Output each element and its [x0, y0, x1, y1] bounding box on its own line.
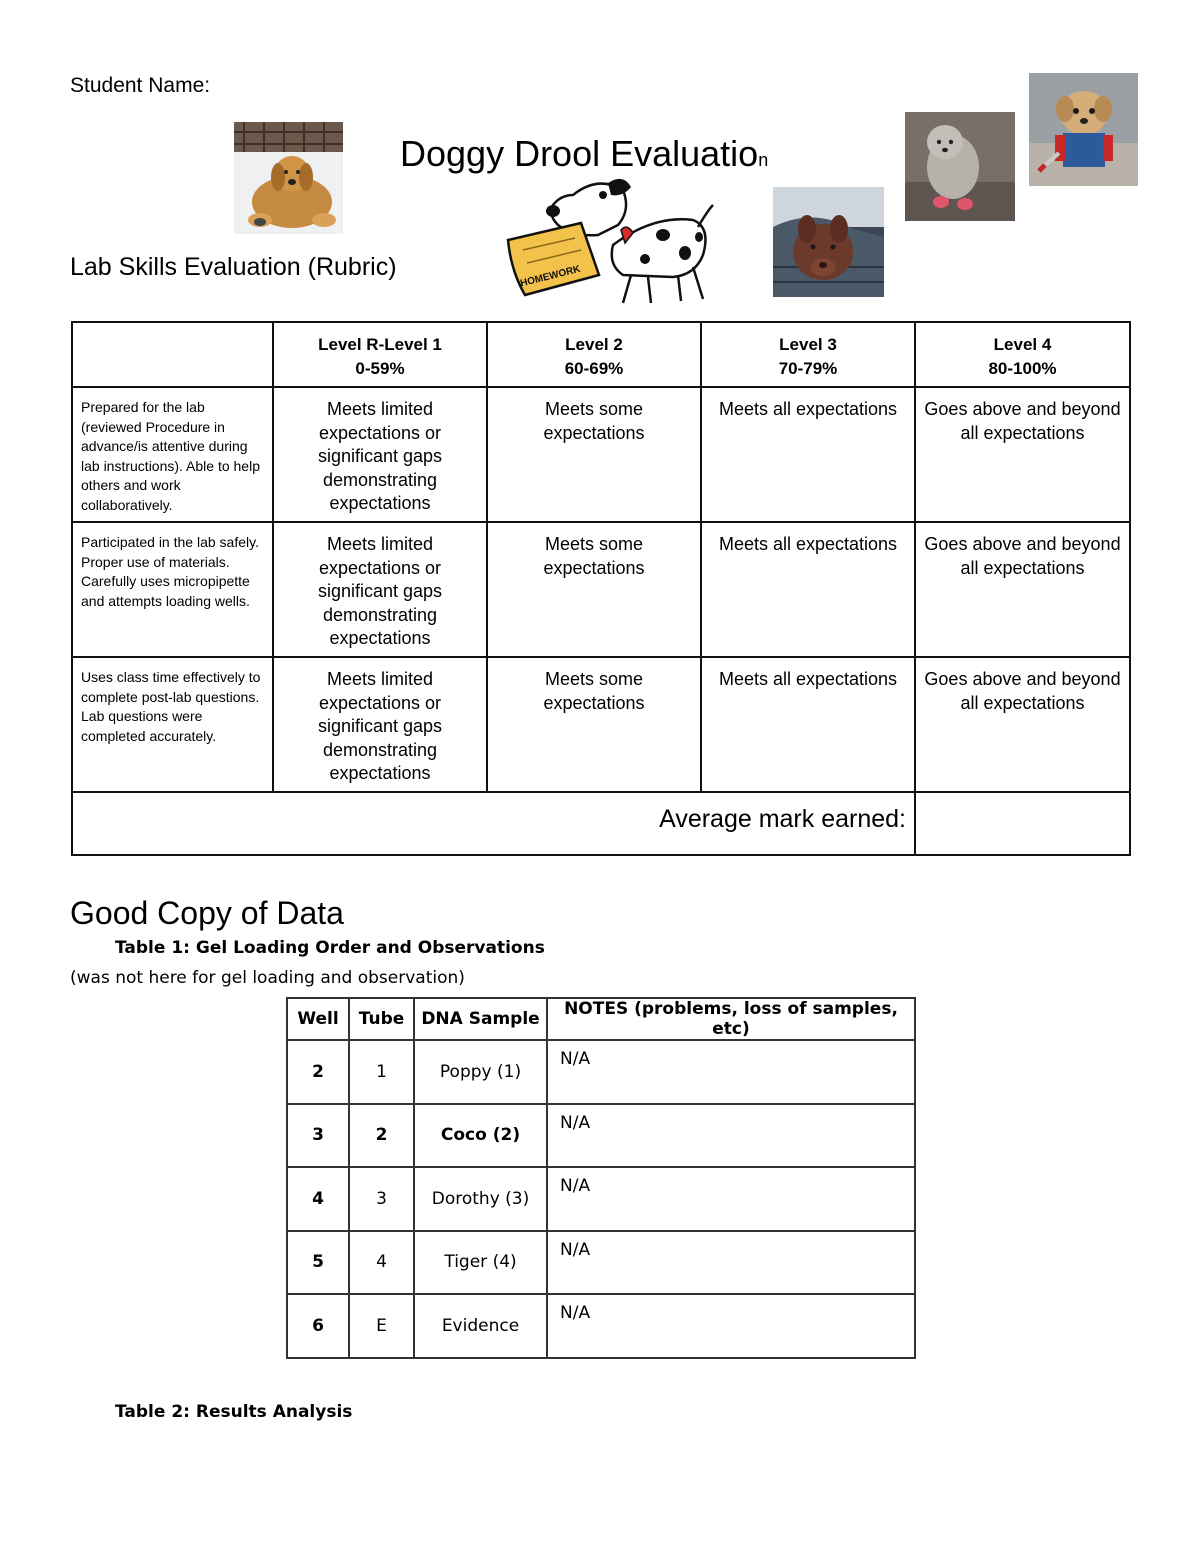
- rubric-row-participation: [72, 522, 1130, 657]
- good-copy-heading: Good Copy of Data: [70, 895, 344, 931]
- well-cell: 2: [287, 1040, 349, 1104]
- level-4-descriptor: Goes above and beyond all expectations: [915, 522, 1130, 657]
- tube-cell: E: [349, 1294, 414, 1358]
- col-header-well: Well: [287, 998, 349, 1040]
- title-tail: n: [758, 150, 769, 170]
- notes-cell[interactable]: N/A: [547, 1231, 915, 1295]
- golden-retriever-photo: [234, 122, 343, 234]
- level-4-descriptor: Goes above and beyond all expectations: [915, 657, 1130, 792]
- criterion-text: Uses class time effectively to complete post-lab questions. Lab questions were completed accurately.: [72, 657, 273, 792]
- sample-cell: Coco (2): [414, 1104, 547, 1168]
- criterion-text: Participated in the lab safely. Proper use of materials. Carefully uses micropipette and attempts loading wells.: [72, 522, 273, 657]
- rubric-header-level-3: [701, 322, 915, 387]
- col-header-notes: NOTES (problems, loss of samples, etc): [547, 998, 915, 1040]
- cartoon-dog-homework-illustration: [503, 175, 715, 307]
- level-1-descriptor: Meets limited expectations or significant gaps demonstrating expectations: [273, 657, 487, 792]
- level-4-descriptor: Goes above and beyond all expectations: [915, 387, 1130, 522]
- table-row: [287, 1294, 915, 1358]
- rubric-header-level-2: [487, 322, 701, 387]
- absent-note: (was not here for gel loading and observation): [70, 968, 465, 988]
- level-1-descriptor: Meets limited expectations or significant gaps demonstrating expectations: [273, 387, 487, 522]
- rubric-header-level-1: [273, 322, 487, 387]
- level-name: Level 2: [565, 335, 623, 354]
- level-3-descriptor: Meets all expectations: [701, 522, 915, 657]
- level-name: Level 3: [779, 335, 837, 354]
- average-mark-label: Average mark earned:: [72, 792, 915, 855]
- col-header-tube: Tube: [349, 998, 414, 1040]
- notes-cell[interactable]: N/A: [547, 1104, 915, 1168]
- notes-cell[interactable]: N/A: [547, 1040, 915, 1104]
- table2-caption: Table 2: Results Analysis: [115, 1402, 353, 1422]
- grey-poodle-photo: [905, 112, 1015, 221]
- table-row: [287, 1040, 915, 1104]
- gel-table-header-row: [287, 998, 915, 1040]
- level-name: Level 4: [993, 335, 1052, 354]
- col-header-dna-sample: DNA Sample: [414, 998, 547, 1040]
- well-cell: 4: [287, 1167, 349, 1231]
- rubric-row-preparation: [72, 387, 1130, 522]
- rubric-table: [71, 321, 1131, 856]
- title-main: Doggy Drool Evaluatio: [400, 133, 759, 174]
- level-range: 70-79%: [778, 359, 838, 378]
- well-cell: 3: [287, 1104, 349, 1168]
- table-row: [287, 1167, 915, 1231]
- student-name-label: Student Name:: [70, 74, 211, 97]
- rubric-heading: Lab Skills Evaluation (Rubric): [70, 253, 397, 281]
- table1-caption: Table 1: Gel Loading Order and Observations: [115, 938, 545, 958]
- rubric-header-row: [72, 322, 1130, 387]
- well-cell: 6: [287, 1294, 349, 1358]
- brown-dog-in-bed-photo: [773, 187, 884, 297]
- sample-cell: Evidence: [414, 1294, 547, 1358]
- notes-cell[interactable]: N/A: [547, 1167, 915, 1231]
- costume-dog-photo: [1029, 73, 1138, 186]
- average-mark-field[interactable]: [915, 792, 1130, 855]
- sample-cell: Tiger (4): [414, 1231, 547, 1295]
- table-row: [287, 1104, 915, 1168]
- level-2-descriptor: Meets some expectations: [487, 522, 701, 657]
- notes-cell[interactable]: N/A: [547, 1294, 915, 1358]
- level-range: 80-100%: [988, 359, 1057, 378]
- level-2-descriptor: Meets some expectations: [487, 387, 701, 522]
- sample-cell: Poppy (1): [414, 1040, 547, 1104]
- tube-cell: 1: [349, 1040, 414, 1104]
- level-1-descriptor: Meets limited expectations or significant gaps demonstrating expectations: [273, 522, 487, 657]
- rubric-header-blank: [72, 322, 273, 387]
- rubric-average-row: [72, 792, 1130, 855]
- table-row: [287, 1231, 915, 1295]
- well-cell: 5: [287, 1231, 349, 1295]
- level-range: 0-59%: [355, 359, 405, 378]
- tube-cell: 4: [349, 1231, 414, 1295]
- rubric-header-level-4: [915, 322, 1130, 387]
- gel-loading-table: [286, 997, 916, 1359]
- tube-cell: 3: [349, 1167, 414, 1231]
- criterion-text: Prepared for the lab (reviewed Procedure in advance/is attentive during lab instructions). Able to help others and work collaboratively.: [72, 387, 273, 522]
- cartoon-sign-text: HOMEWORK: [519, 263, 582, 290]
- sample-cell: Dorothy (3): [414, 1167, 547, 1231]
- rubric-row-class-time: [72, 657, 1130, 792]
- level-3-descriptor: Meets all expectations: [701, 387, 915, 522]
- tube-cell: 2: [349, 1104, 414, 1168]
- level-2-descriptor: Meets some expectations: [487, 657, 701, 792]
- level-3-descriptor: Meets all expectations: [701, 657, 915, 792]
- level-range: 60-69%: [564, 359, 624, 378]
- level-name: Level R-Level 1: [318, 335, 442, 354]
- page-title: [400, 133, 768, 175]
